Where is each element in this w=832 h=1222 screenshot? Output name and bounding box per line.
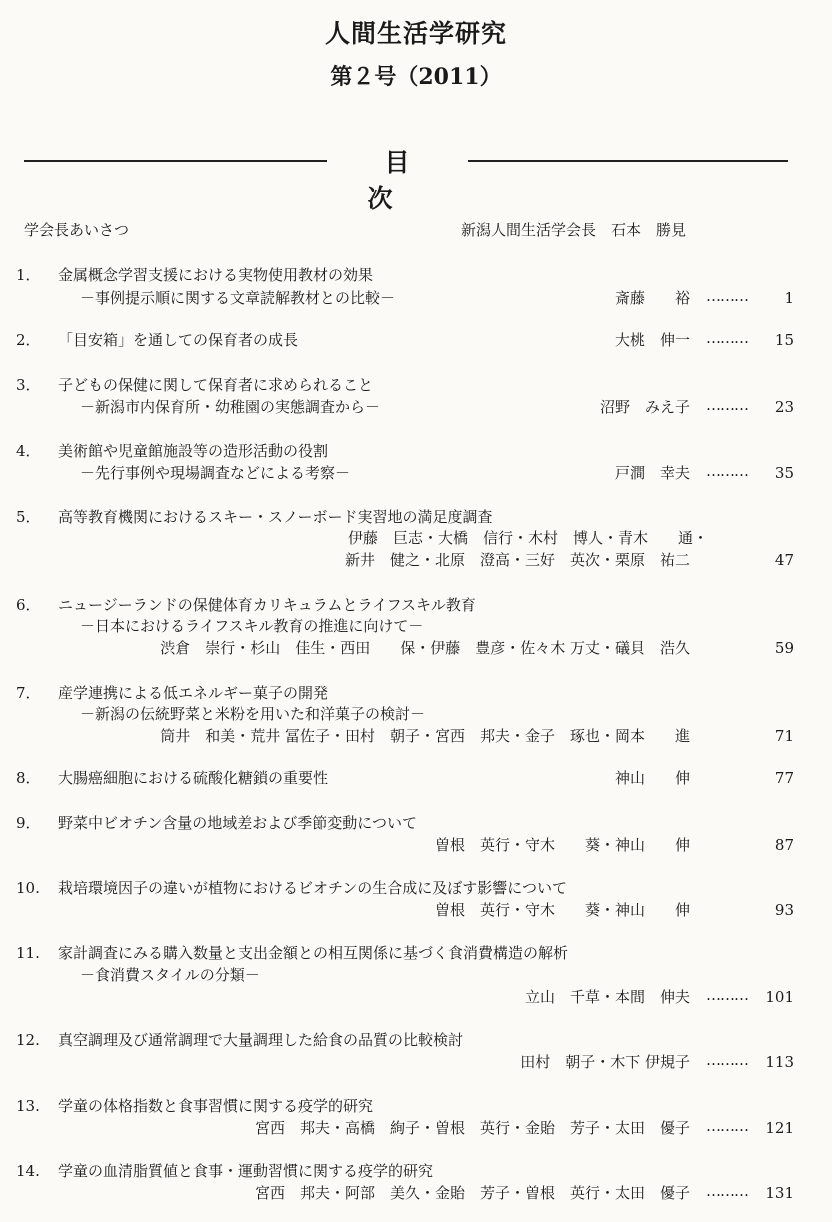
entry-authors: 新井 健之・北原 澄高・三好 英次・栗原 祐二 xyxy=(344,551,690,569)
entry-number: 5． xyxy=(16,508,41,526)
entry-number: 10. xyxy=(16,879,40,897)
entry-title: 高等教育機関におけるスキー・スノーボード実習地の満足度調査 xyxy=(58,508,493,526)
page-number: 15 xyxy=(774,331,794,349)
entry-number: 4． xyxy=(16,442,41,460)
entry-authors: 沼野 みえ子 xyxy=(599,398,690,416)
entry-subtitle: －先行事例や現場調査などによる考察－ xyxy=(80,464,351,482)
dot-leader: ……… xyxy=(706,462,748,480)
dot-leader: ……… xyxy=(706,986,748,1004)
entry-number: 6． xyxy=(16,596,41,614)
issue-number: 第２号（2011） xyxy=(330,64,502,90)
toc-heading: 目 次 xyxy=(367,148,444,213)
entry-title: 家計調査にみる購入数量と支出金額との相互関係に基づく食消費構造の解析 xyxy=(58,944,569,962)
page-number: 87 xyxy=(774,836,794,854)
greeting-label: 学会長あいさつ xyxy=(24,221,130,239)
entry-authors: 伊藤 巨志・大橋 信行・木村 博人・青木 通・ xyxy=(347,529,708,547)
page-number: 59 xyxy=(774,639,794,657)
entry-title: 大腸癌細胞における硫酸化糖鎖の重要性 xyxy=(58,769,329,787)
dot-leader: ……… xyxy=(706,287,748,305)
entry-subtitle: －新潟の伝統野菜と米粉を用いた和洋菓子の検討－ xyxy=(80,705,426,723)
entry-number: 2． xyxy=(16,331,41,349)
page-number: 23 xyxy=(774,398,794,416)
dot-leader: ……… xyxy=(706,1117,748,1135)
dot-leader: ……… xyxy=(706,1051,748,1069)
page-number: 71 xyxy=(774,727,794,745)
page-number: 113 xyxy=(765,1053,794,1071)
entry-authors: 宮西 邦夫・高橋 絢子・曽根 英行・金貽 芳子・太田 優子 xyxy=(254,1119,690,1137)
entry-number: 12. xyxy=(16,1031,40,1049)
entry-title: ニュージーランドの保健体育カリキュラムとライフスキル教育 xyxy=(58,596,476,614)
entry-title: 真空調理及び通常調理で大量調理した給食の品質の比較検討 xyxy=(58,1031,464,1049)
entry-number: 1． xyxy=(16,266,41,284)
page-number: 121 xyxy=(765,1119,794,1137)
entry-title: 「目安箱」を通しての保育者の成長 xyxy=(58,331,299,349)
entry-number: 14. xyxy=(16,1162,40,1180)
entry-authors: 曽根 英行・守木 葵・神山 伸 xyxy=(434,836,690,854)
entry-authors: 筒井 和美・荒井 冨佐子・田村 朝子・宮西 邦夫・金子 琢也・岡本 進 xyxy=(160,727,690,745)
page-number: 93 xyxy=(774,901,794,919)
entry-number: 3． xyxy=(16,376,41,394)
entry-title: 産学連携による低エネルギー菓子の開発 xyxy=(58,684,329,702)
entry-subtitle: －日本におけるライフスキル教育の推進に向けて－ xyxy=(80,617,424,635)
greeting-author: 新潟人間生活学会長 石本 勝見 xyxy=(460,221,686,239)
dot-leader: ……… xyxy=(706,329,748,347)
entry-number: 11. xyxy=(16,944,40,962)
page-number: 77 xyxy=(774,769,794,787)
entry-authors: 曽根 英行・守木 葵・神山 伸 xyxy=(434,901,690,919)
page-number: 1 xyxy=(784,289,794,307)
entry-title: 学童の体格指数と食事習慣に関する疫学的研究 xyxy=(58,1097,374,1115)
entry-number: 13. xyxy=(16,1097,40,1115)
entry-number: 9． xyxy=(16,814,41,832)
toc-rule-left xyxy=(24,160,327,162)
entry-title: 美術館や児童館施設等の造形活動の役割 xyxy=(58,442,329,460)
entry-authors: 宮西 邦夫・阿部 美久・金貽 芳子・曽根 英行・太田 優子 xyxy=(254,1184,690,1202)
entry-title: 栽培環境因子の違いが植物におけるビオチンの生合成に及ぼす影響について xyxy=(58,879,567,897)
entry-authors: 神山 伸 xyxy=(614,769,690,787)
entry-title: 野菜中ビオチン含量の地域差および季節変動について xyxy=(58,814,417,832)
entry-subtitle: －食消費スタイルの分類－ xyxy=(80,966,260,984)
page-number: 101 xyxy=(765,988,794,1006)
entry-authors: 斎藤 裕 xyxy=(614,289,690,307)
dot-leader: ……… xyxy=(706,396,748,414)
entry-number: 8． xyxy=(16,769,41,787)
entry-authors: 立山 千草・本間 伸夫 xyxy=(524,988,690,1006)
page-number: 35 xyxy=(774,464,794,482)
entry-title: 学童の血清脂質値と食事・運動習慣に関する疫学的研究 xyxy=(58,1162,434,1180)
entry-authors: 田村 朝子・木下 伊規子 xyxy=(520,1053,690,1071)
page-number: 131 xyxy=(765,1184,794,1202)
entry-authors: 大桃 伸一 xyxy=(614,331,690,349)
entry-authors: 渋倉 崇行・杉山 佳生・西田 保・伊藤 豊彦・佐々木 万丈・礒貝 浩久 xyxy=(160,639,690,657)
entry-authors: 戸澗 幸夫 xyxy=(614,464,690,482)
dot-leader: ……… xyxy=(706,1182,748,1200)
journal-title: 人間生活学研究 xyxy=(324,19,507,48)
page-number: 47 xyxy=(774,551,794,569)
entry-title: 金属概念学習支援における実物使用教材の効果 xyxy=(58,266,374,284)
entry-title: 子どもの保健に関して保育者に求められること xyxy=(58,376,374,394)
toc-rule-right xyxy=(468,160,788,162)
entry-subtitle: －新潟市内保育所・幼稚園の実態調査から－ xyxy=(80,398,381,416)
entry-subtitle: －事例提示順に関する文章読解教材との比較－ xyxy=(80,289,396,307)
entry-number: 7． xyxy=(16,684,41,702)
